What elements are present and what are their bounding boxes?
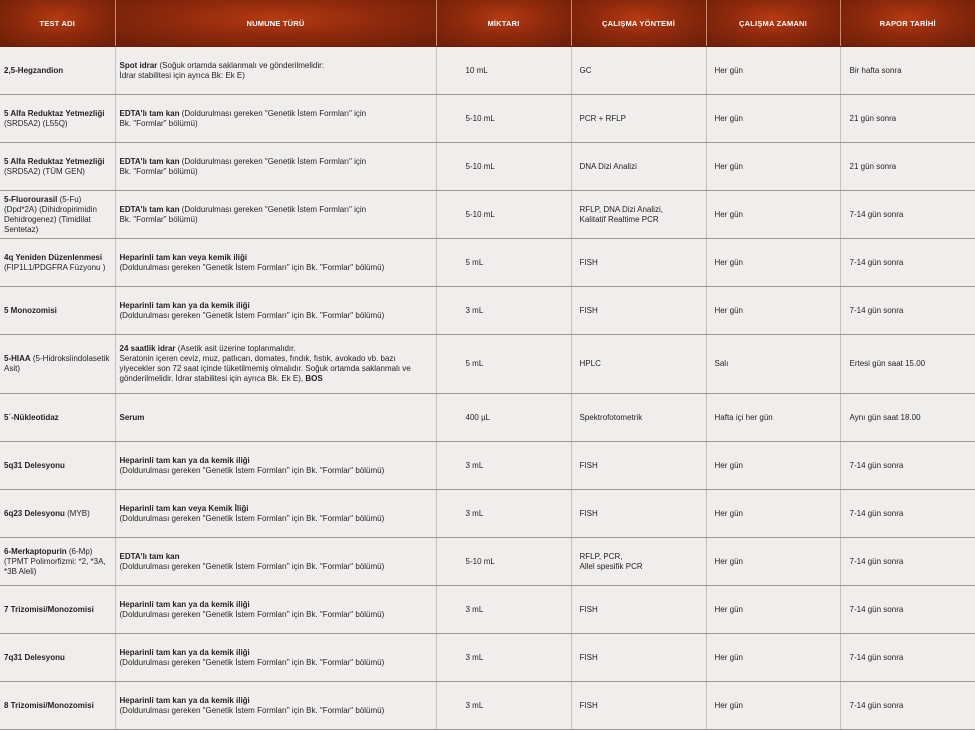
specimen-cell	[115, 586, 436, 634]
test-name: 5 Alfa Reduktaz Yetmezliği	[4, 156, 105, 166]
specimen-note-line2: Bk. "Formlar" bölümü)	[119, 166, 198, 176]
specimen-note: (Doldurulması gereken "Genetik İstem Formları" için	[179, 108, 367, 118]
specimen-note-line2: (Doldurulması gereken "Genetik İstem Formları" için Bk. "Formlar" bölümü)	[119, 513, 385, 523]
work-time-cell: Her gün	[706, 95, 840, 143]
work-time-cell: Salı	[706, 335, 840, 394]
specimen-cell	[115, 394, 436, 442]
test-name-detail: (SRD5A2) (L55Q)	[4, 118, 68, 128]
test-name: 6-Merkaptopurin	[4, 546, 67, 556]
specimen-cell	[115, 682, 436, 730]
specimen-type: Heparinli tam kan ya da kemik iliği	[119, 300, 250, 310]
specimen-type: Heparinli tam kan ya da kemik iliği	[119, 599, 250, 609]
method-cell	[571, 682, 706, 730]
report-date-cell: 21 gün sonra	[840, 143, 975, 191]
method-cell	[571, 442, 706, 490]
test-name-cell	[0, 95, 115, 143]
header-row	[0, 0, 975, 47]
specimen-type: 24 saatlik idrar	[119, 344, 176, 353]
specimen-note-line2: Seratonin içeren ceviz, muz, patlıcan, domates, fındık, fıstık, avokado vb. bazı yiyecekler son 72 saat içinde tüketilmemiş olmalıdır. Soğuk ortamda saklanmalı ve gönderilmelidir. İdrar stabilitesi için ayrıca Bk. Ek E),	[119, 354, 411, 383]
specimen-note-line2: (Doldurulması gereken "Genetik İstem Formları" için Bk. "Formlar" bölümü)	[119, 657, 385, 667]
specimen-note-line2: (Doldurulması gereken "Genetik İstem Formları" için Bk. "Formlar" bölümü)	[119, 609, 385, 619]
specimen-type: Heparinli tam kan ya da kemik iliği	[119, 695, 250, 705]
amount-cell: 3 mL	[436, 634, 571, 682]
test-name-cell	[0, 47, 115, 95]
test-name-cell	[0, 442, 115, 490]
method-cell	[571, 287, 706, 335]
method-cell	[571, 191, 706, 239]
work-time-cell: Her gün	[706, 239, 840, 287]
specimen-cell	[115, 47, 436, 95]
test-name-cell	[0, 143, 115, 191]
method: FISH	[579, 508, 598, 518]
test-name-detail: (6-Mp) (TPMT Polimorfizmi: *2, *3A, *3B Aleli)	[4, 546, 106, 576]
work-time-cell: Her gün	[706, 191, 840, 239]
amount-cell: 5-10 mL	[436, 191, 571, 239]
amount-cell: 10 mL	[436, 47, 571, 95]
method: FISH	[579, 257, 598, 267]
test-name: 5´-Nükleotidaz	[4, 412, 59, 422]
header-amount: MİKTARI	[436, 0, 571, 47]
test-name: 5 Alfa Reduktaz Yetmezliği	[4, 108, 105, 118]
specimen-cell	[115, 490, 436, 538]
header-specimen-type: NUMUNE TÜRÜ	[115, 0, 436, 47]
method-cell	[571, 335, 706, 394]
method-cell	[571, 490, 706, 538]
report-date-cell: 7-14 gün sonra	[840, 634, 975, 682]
table-row	[0, 191, 975, 239]
specimen-cell	[115, 95, 436, 143]
test-name: 7q31 Delesyonu	[4, 652, 65, 662]
table-row	[0, 538, 975, 586]
specimen-type: EDTA'lı tam kan	[119, 108, 180, 118]
amount-cell: 3 mL	[436, 682, 571, 730]
method-line2: Allel spesifik PCR	[579, 561, 643, 571]
specimen-cell	[115, 191, 436, 239]
specimen-note-line2: Bk. "Formlar" bölümü)	[119, 214, 198, 224]
method: GC	[579, 65, 592, 75]
table-row	[0, 442, 975, 490]
report-date-cell: 21 gün sonra	[840, 95, 975, 143]
test-name: 8 Trizomisi/Monozomisi	[4, 700, 94, 710]
report-date-cell: 7-14 gün sonra	[840, 191, 975, 239]
work-time-cell: Her gün	[706, 143, 840, 191]
table-row	[0, 394, 975, 442]
method: FISH	[579, 700, 598, 710]
work-time-cell: Her gün	[706, 538, 840, 586]
test-name: 2,5-Hegzandion	[4, 65, 64, 75]
table-row	[0, 335, 975, 394]
amount-cell: 3 mL	[436, 586, 571, 634]
method: FISH	[579, 305, 598, 315]
specimen-type: Spot idrar	[119, 60, 158, 70]
test-name-detail: (SRD5A2) (TÜM GEN)	[4, 166, 85, 176]
header-method: ÇALIŞMA YÖNTEMİ	[571, 0, 706, 47]
test-name: 7 Trizomisi/Monozomisi	[4, 604, 94, 614]
method: PCR + RFLP	[579, 113, 626, 123]
work-time-cell: Her gün	[706, 287, 840, 335]
table-row	[0, 634, 975, 682]
amount-cell: 3 mL	[436, 490, 571, 538]
amount-cell: 400 µL	[436, 394, 571, 442]
header-report-date: RAPOR TARİHİ	[840, 0, 975, 47]
test-name: 5q31 Delesyonu	[4, 460, 65, 470]
header-work-time: ÇALIŞMA ZAMANI	[706, 0, 840, 47]
specimen-cell	[115, 335, 436, 394]
amount-cell: 5 mL	[436, 335, 571, 394]
report-date-cell: 7-14 gün sonra	[840, 239, 975, 287]
method-cell	[571, 538, 706, 586]
test-name-cell	[0, 538, 115, 586]
amount-cell: 3 mL	[436, 287, 571, 335]
method-cell	[571, 239, 706, 287]
report-date-cell: 7-14 gün sonra	[840, 287, 975, 335]
specimen-note-line2: (Doldurulması gereken "Genetik İstem Formları" için Bk. "Formlar" bölümü)	[119, 310, 385, 320]
work-time-cell: Her gün	[706, 47, 840, 95]
work-time-cell: Her gün	[706, 490, 840, 538]
specimen-type: EDTA'lı tam kan	[119, 156, 180, 166]
test-name-cell	[0, 191, 115, 239]
test-name-detail: (FIP1L1/PDGFRA Füzyonu )	[4, 262, 106, 272]
work-time-cell: Her gün	[706, 634, 840, 682]
specimen-type: Serum	[119, 412, 145, 422]
method-cell	[571, 95, 706, 143]
test-name: 4q Yeniden Düzenlenmesi	[4, 252, 103, 262]
amount-cell: 5 mL	[436, 239, 571, 287]
report-date-cell: Bir hafta sonra	[840, 47, 975, 95]
table-row	[0, 490, 975, 538]
test-name-cell	[0, 586, 115, 634]
table-row	[0, 239, 975, 287]
table-row	[0, 47, 975, 95]
method: Spektrofotometrik	[579, 412, 643, 422]
method: RFLP, DNA Dizi Analizi,	[579, 204, 663, 214]
method-cell	[571, 634, 706, 682]
specimen-cell	[115, 143, 436, 191]
report-date-cell: 7-14 gün sonra	[840, 490, 975, 538]
specimen-note: (Doldurulması gereken "Genetik İstem Formları" için	[179, 204, 367, 214]
test-name-detail: (5-Fu) (Dpd*2A) (Dihidropirimidin Dehidrogenez) (Timidilat Sentetaz)	[4, 194, 97, 234]
method: FISH	[579, 652, 598, 662]
test-name: 5 Monozomisi	[4, 305, 57, 315]
method: DNA Dizi Analizi	[579, 161, 637, 171]
report-date-cell: Aynı gün saat 18.00	[840, 394, 975, 442]
specimen-note-line2: Bk. "Formlar" bölümü)	[119, 118, 198, 128]
table-row	[0, 95, 975, 143]
specimen-cell	[115, 538, 436, 586]
report-date-cell: Ertesi gün saat 15.00	[840, 335, 975, 394]
method: FISH	[579, 604, 598, 614]
specimen-note-line2: (Doldurulması gereken "Genetik İstem Formları" için Bk. "Formlar" bölümü)	[119, 262, 385, 272]
test-name: 5-Fluorourasil	[4, 194, 58, 204]
table-row	[0, 287, 975, 335]
table-row	[0, 682, 975, 730]
method: FISH	[579, 460, 598, 470]
specimen-type: EDTA'lı tam kan	[119, 551, 180, 561]
table-row	[0, 143, 975, 191]
work-time-cell: Her gün	[706, 586, 840, 634]
method-cell	[571, 394, 706, 442]
test-name: 5-HIAA	[4, 354, 31, 363]
test-name-cell	[0, 335, 115, 394]
specimen-type: EDTA'lı tam kan	[119, 204, 180, 214]
specimen-type: Heparinli tam kan veya Kemik İliği	[119, 503, 249, 513]
test-name-cell	[0, 287, 115, 335]
test-name-cell	[0, 634, 115, 682]
specimen-type: Heparinli tam kan veya kemik iliği	[119, 252, 248, 262]
specimen-type: Heparinli tam kan ya da kemik iliği	[119, 455, 250, 465]
report-date-cell: 7-14 gün sonra	[840, 586, 975, 634]
amount-cell: 5-10 mL	[436, 95, 571, 143]
specimen-note-line2: (Doldurulması gereken "Genetik İstem Formları" için Bk. "Formlar" bölümü)	[119, 465, 385, 475]
test-name-detail: (5-Hidroksiindolasetik Asit)	[4, 354, 110, 373]
specimen-type: Heparinli tam kan ya da kemik iliği	[119, 647, 250, 657]
test-name-detail: (MYB)	[64, 508, 90, 518]
report-date-cell: 7-14 gün sonra	[840, 682, 975, 730]
test-name-cell	[0, 682, 115, 730]
amount-cell: 3 mL	[436, 442, 571, 490]
method: RFLP, PCR,	[579, 551, 623, 561]
header-test-name: TEST ADI	[0, 0, 115, 47]
test-name-cell	[0, 490, 115, 538]
work-time-cell: Her gün	[706, 442, 840, 490]
test-name: 6q23 Delesyonu	[4, 508, 65, 518]
test-name-cell	[0, 239, 115, 287]
specimen-note: (Soğuk ortamda saklanmalı ve gönderilmelidir:	[157, 60, 325, 70]
report-date-cell: 7-14 gün sonra	[840, 538, 975, 586]
specimen-note-line2: (Doldurulması gereken "Genetik İstem Formları" için Bk. "Formlar" bölümü)	[119, 561, 385, 571]
amount-cell: 5-10 mL	[436, 143, 571, 191]
method-line2: Kalitatif Realtime PCR	[579, 214, 659, 224]
method-cell	[571, 143, 706, 191]
specimen-note-line2: (Doldurulması gereken "Genetik İstem Formları" için Bk. "Formlar" bölümü)	[119, 705, 385, 715]
test-name-cell	[0, 394, 115, 442]
method: HPLC	[579, 359, 601, 368]
specimen-note: (Asetik asit üzerine toplanmalıdır.	[175, 344, 296, 353]
specimen-cell	[115, 634, 436, 682]
specimen-cell	[115, 287, 436, 335]
work-time-cell: Her gün	[706, 682, 840, 730]
table-row	[0, 586, 975, 634]
specimen-alt-type: BOS	[305, 374, 323, 383]
amount-cell: 5-10 mL	[436, 538, 571, 586]
specimen-cell	[115, 442, 436, 490]
specimen-cell	[115, 239, 436, 287]
method-cell	[571, 586, 706, 634]
work-time-cell: Hafta içi her gün	[706, 394, 840, 442]
specimen-note: (Doldurulması gereken "Genetik İstem Formları" için	[179, 156, 367, 166]
specimen-note-line2: İdrar stabilitesi için ayrıca Bk: Ek E)	[119, 70, 245, 80]
report-date-cell: 7-14 gün sonra	[840, 442, 975, 490]
method-cell	[571, 47, 706, 95]
